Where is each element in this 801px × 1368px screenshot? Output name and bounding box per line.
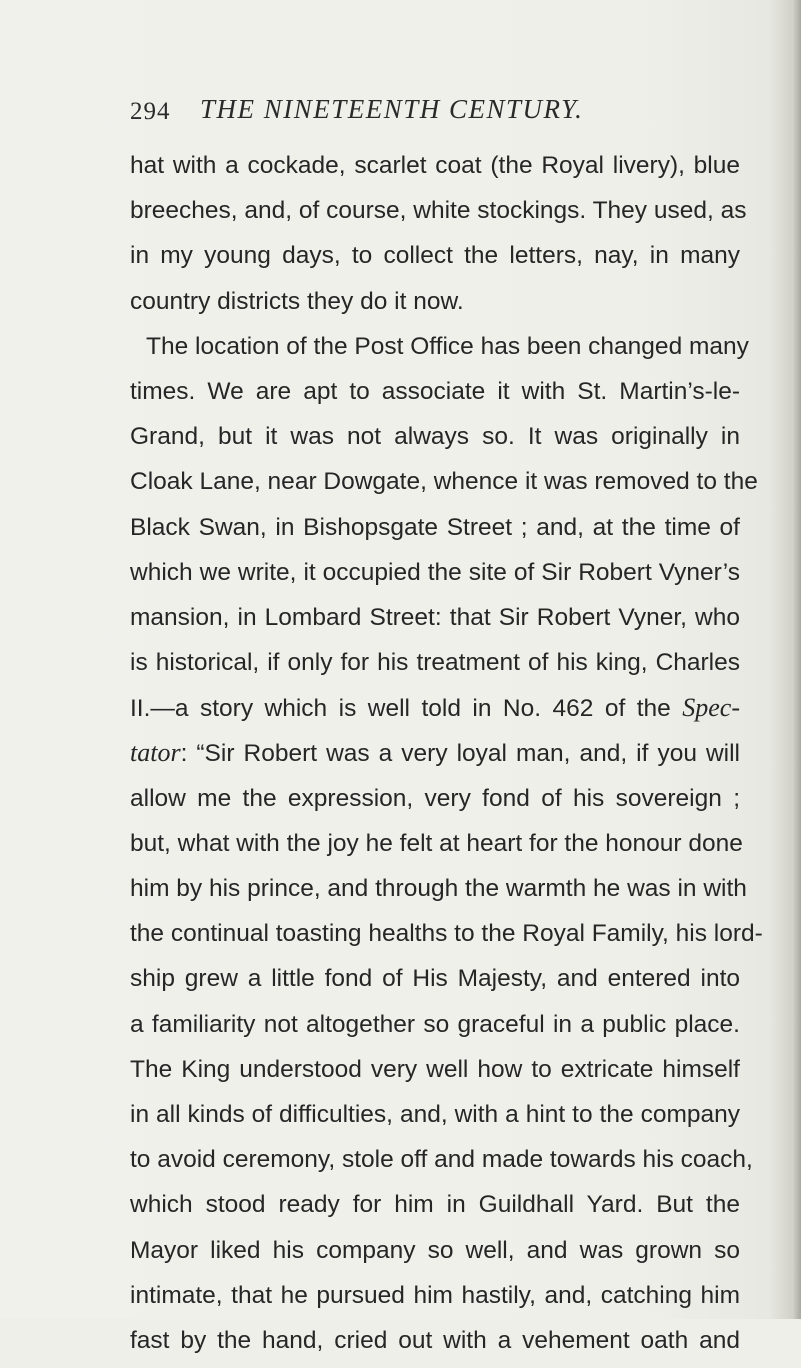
- body-text: [130, 148, 763, 1368]
- text-line: country districts they do it now.: [130, 287, 464, 315]
- text-line: [130, 690, 740, 735]
- text-line: is historical, if only for his treatment of his king, Charles: [130, 649, 740, 677]
- text-line: which we write, it occupied the site of Sir Robert Vyner’s: [130, 558, 740, 586]
- text-line: which stood ready for him in Guildhall Yard. But the: [130, 1191, 740, 1219]
- text-line: mansion, in Lombard Street: that Sir Robert Vyner, who: [130, 603, 740, 631]
- text-line: him by his prince, and through the warmth he was in with: [130, 875, 747, 902]
- text-line: in my young days, to collect the letters, nay, in many: [130, 242, 740, 270]
- text-line: ship grew a little fond of His Majesty, and entered into: [130, 965, 740, 993]
- text-line: Cloak Lane, near Dowgate, whence it was removed to the: [130, 468, 758, 496]
- page-edge-shadow: [787, 0, 801, 1319]
- text-line: breeches, and, of course, white stockings. They used, as: [130, 197, 747, 225]
- text-line: the continual toasting healths to the Royal Family, his lord-: [130, 920, 763, 948]
- text-line: [130, 735, 740, 780]
- text-line: Grand, but it was not always so. It was originally in: [130, 423, 740, 451]
- italic-title-fragment: tator: [130, 738, 181, 768]
- text-line: a familiarity not altogether so graceful in a public place.: [130, 1010, 740, 1038]
- text-line: The location of the Post Office has been changed many: [146, 332, 749, 360]
- page-number: 294: [130, 98, 171, 125]
- text-line: times. We are apt to associate it with St. Martin’s-le-: [130, 377, 740, 405]
- text-line: but, what with the joy he felt at heart for the honour done: [130, 829, 743, 857]
- text-line: The King understood very well how to extricate himself: [130, 1055, 740, 1083]
- text-line: intimate, that he pursued him hastily, and, catching him: [130, 1281, 740, 1309]
- text-line: to avoid ceremony, stole off and made towards his coach,: [130, 1146, 753, 1174]
- text-line: hat with a cockade, scarlet coat (the Royal livery), blue: [130, 152, 740, 179]
- text-segment: : “Sir Robert was a very loyal man, and, if you will: [180, 740, 740, 768]
- text-line: fast by the hand, cried out with a vehement oath and: [130, 1326, 740, 1354]
- text-line: in all kinds of difficulties, and, with a hint to the company: [130, 1100, 740, 1128]
- running-title: THE NINETEENTH CENTURY.: [200, 94, 584, 124]
- text-line: allow me the expression, very fond of his sovereign ;: [130, 784, 740, 812]
- text-line: Black Swan, in Bishopsgate Street ; and, at the time of: [130, 513, 740, 541]
- text-line: Mayor liked his company so well, and was grown so: [130, 1236, 740, 1264]
- text-segment: II.—a story which is well told in No. 462 of the: [130, 695, 683, 723]
- italic-title-fragment: Spec-: [682, 693, 740, 723]
- running-head: [130, 92, 750, 132]
